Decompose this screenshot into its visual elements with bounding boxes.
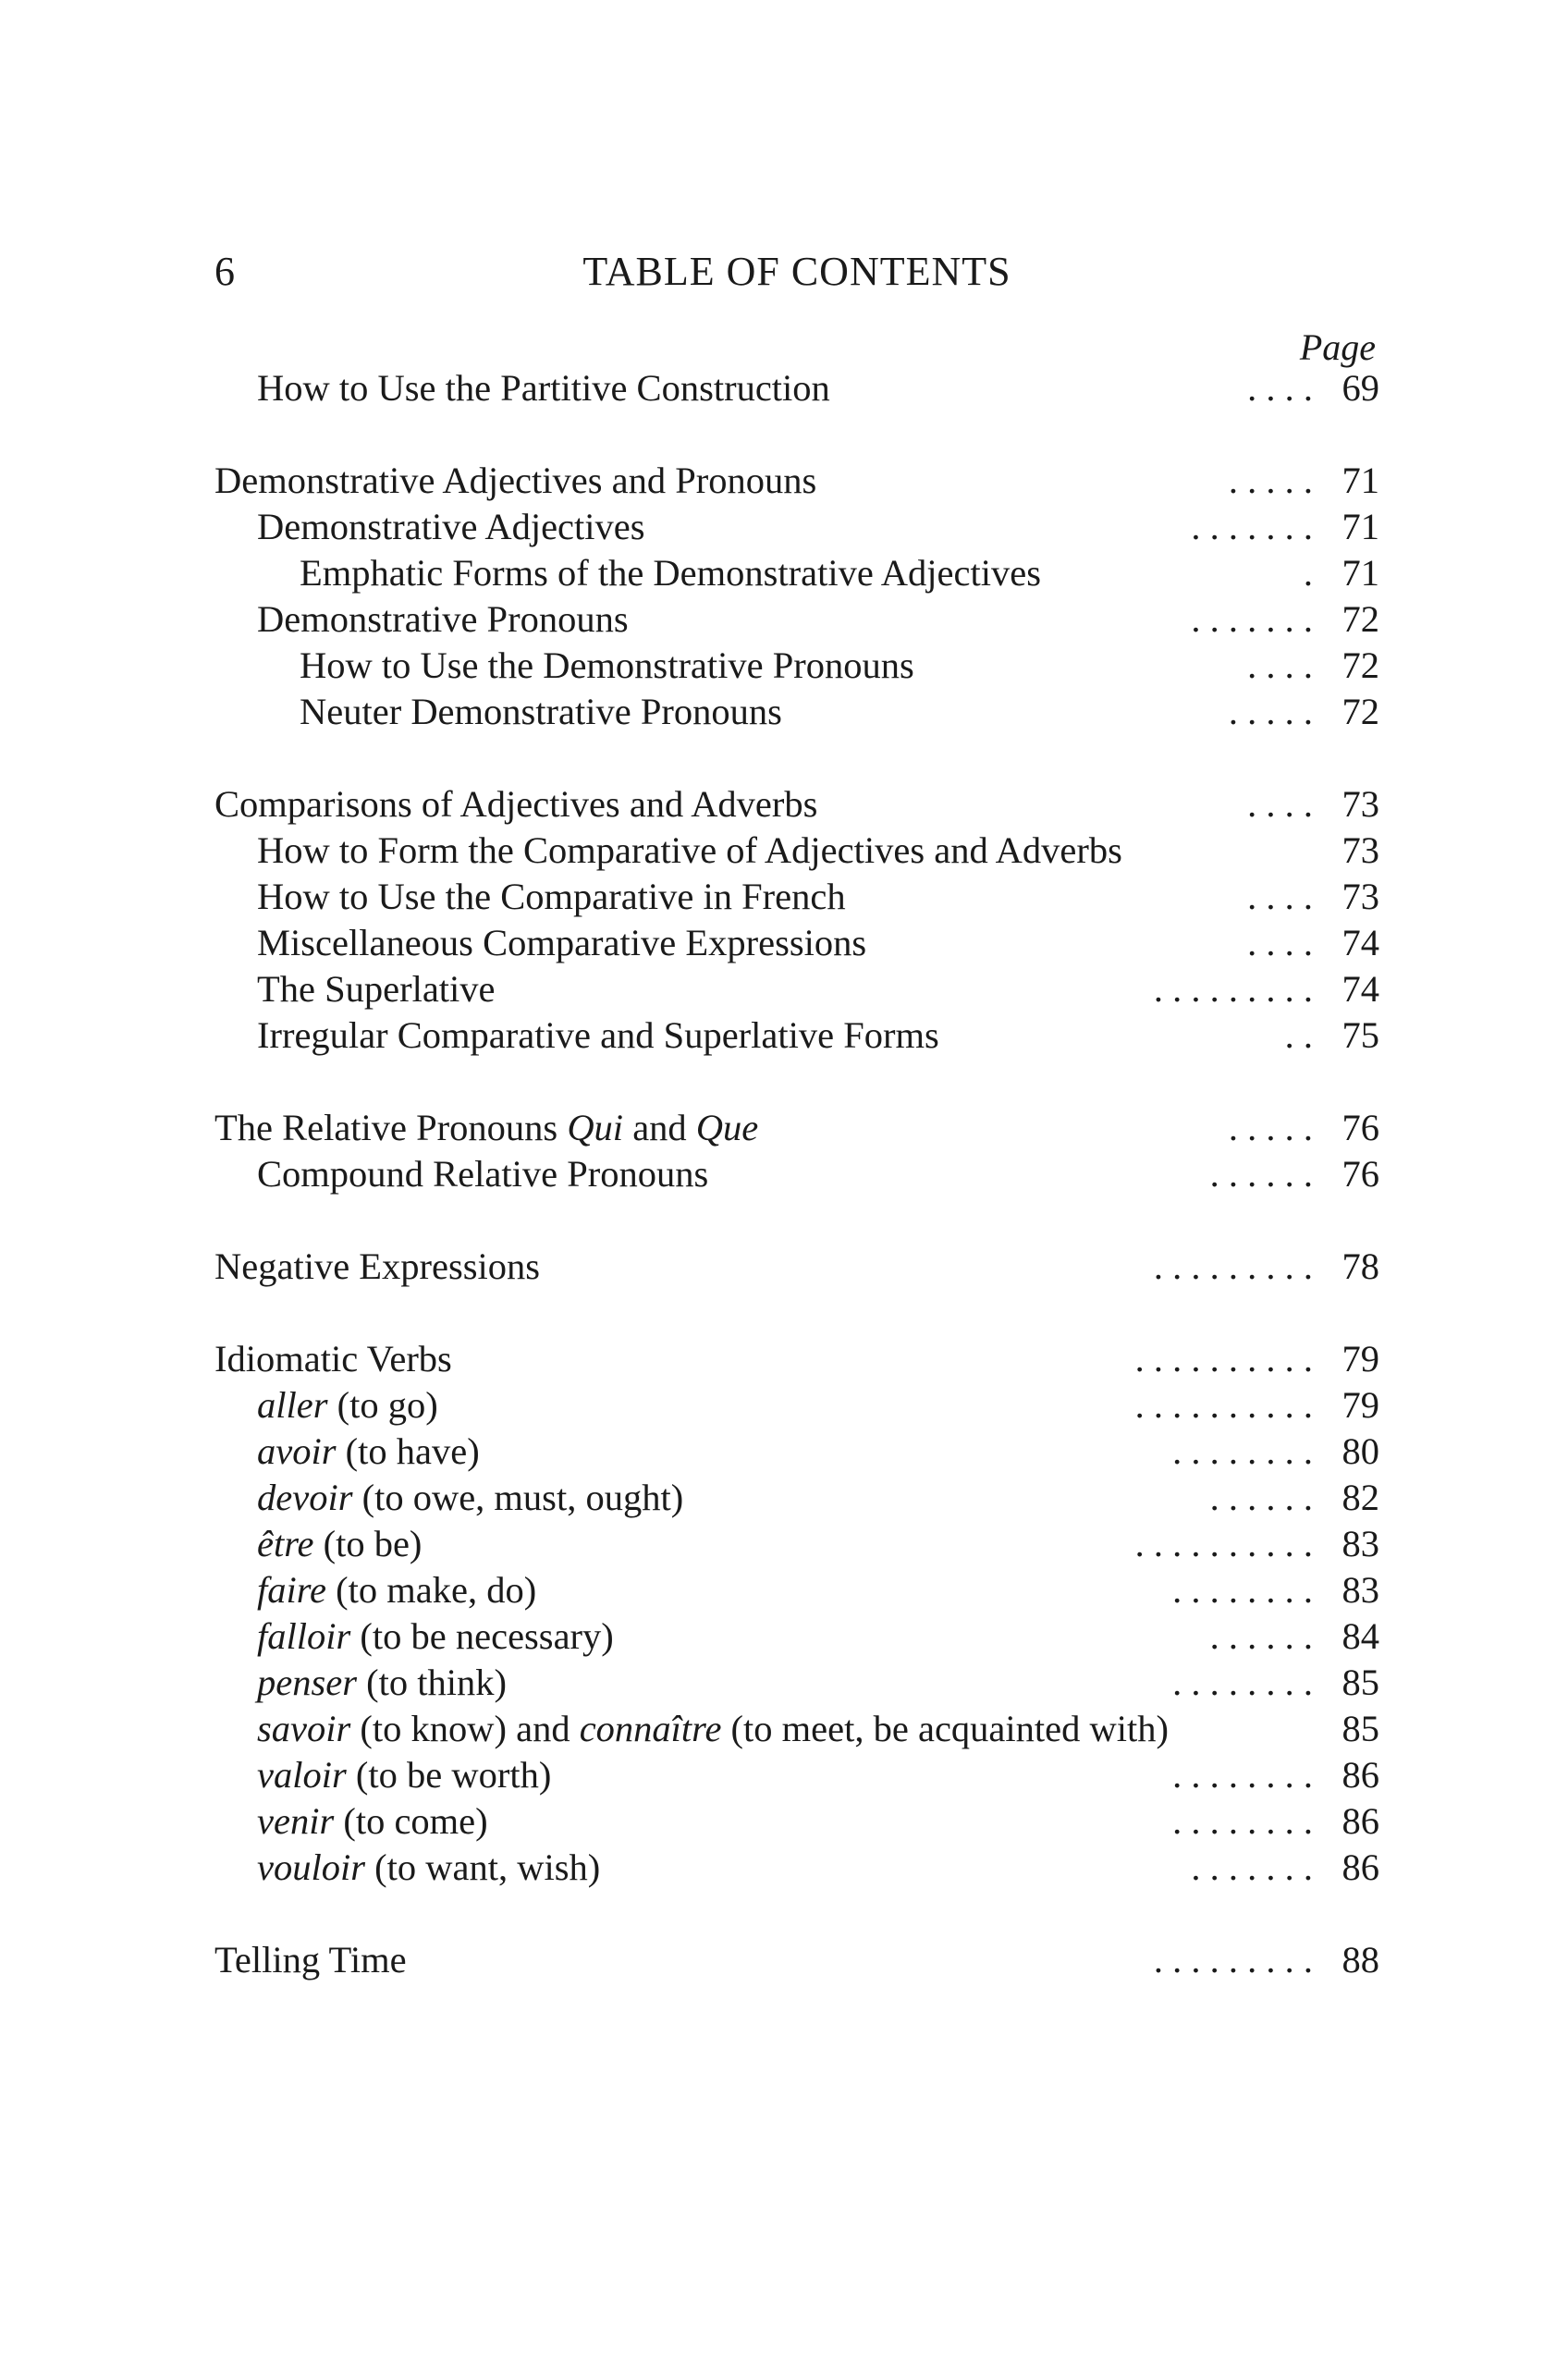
entry-label — [214, 1613, 614, 1660]
verb-gloss: (to meet, be acquainted with) — [730, 1708, 1169, 1749]
leader-dots: . . . . . . — [1209, 1477, 1313, 1518]
entry-page: 79 — [1341, 1384, 1379, 1426]
entry-label: How to Use the Demonstrative Pronouns — [214, 643, 914, 689]
verb-term: être — [257, 1523, 314, 1564]
toc-entry — [214, 1012, 1379, 1059]
entry-page: 78 — [1341, 1245, 1379, 1287]
toc-entry — [214, 1613, 1379, 1660]
entry-page: 71 — [1341, 552, 1379, 594]
entry-label: The Superlative — [214, 966, 496, 1012]
entry-page: 75 — [1341, 1014, 1379, 1056]
entry-label-part: Que — [695, 1107, 759, 1148]
leader-dots: . . . . . — [1228, 1107, 1313, 1148]
entry-page: 72 — [1341, 644, 1379, 686]
toc-entry — [214, 1937, 1379, 1983]
toc-entry — [214, 1244, 1379, 1290]
verb-gloss: (to be necessary) — [360, 1615, 614, 1657]
leader-dots: . . . . . . . — [1191, 598, 1313, 640]
entry-page: 79 — [1341, 1338, 1379, 1380]
entry-label: How to Use the Partitive Construction — [214, 365, 830, 411]
toc-entry — [214, 920, 1379, 966]
toc-entry — [214, 1706, 1379, 1752]
entry-label — [214, 1521, 422, 1567]
entry-label: Telling Time — [214, 1937, 407, 1983]
verb-term: valoir — [257, 1754, 347, 1796]
entry-page: 85 — [1341, 1708, 1379, 1749]
toc-entry — [214, 504, 1379, 550]
entry-page: 76 — [1341, 1153, 1379, 1195]
entry-page: 74 — [1341, 922, 1379, 963]
entry-label — [214, 1382, 438, 1429]
toc-entry — [214, 1752, 1379, 1798]
page-header — [214, 248, 1379, 303]
entry-label: Demonstrative Adjectives and Pronouns — [214, 458, 816, 504]
toc-entry — [214, 966, 1379, 1012]
entry-page: 69 — [1341, 367, 1379, 409]
entry-label-part: Qui — [567, 1107, 624, 1148]
leader-dots: . . . . . . . . . — [1153, 968, 1313, 1010]
verb-term: aller — [257, 1384, 328, 1426]
verb-gloss: (to go) — [337, 1384, 438, 1426]
entry-label: Neuter Demonstrative Pronouns — [214, 689, 782, 735]
entry-label — [214, 1660, 507, 1706]
leader-dots: . . . . — [1247, 876, 1313, 917]
leader-dots: . . . . . . . . . . — [1134, 1523, 1313, 1564]
toc-entry — [214, 365, 1379, 411]
toc-entry — [214, 458, 1379, 504]
leader-dots: . . . . . . . . — [1172, 1754, 1313, 1796]
entry-page: 83 — [1341, 1523, 1379, 1564]
leader-dots: . . . . . . . . — [1172, 1800, 1313, 1842]
entry-page: 71 — [1341, 460, 1379, 501]
toc-entry — [214, 1660, 1379, 1706]
entry-page: 72 — [1341, 691, 1379, 732]
verb-term: savoir — [257, 1708, 351, 1749]
leader-dots: . . . . . . . . . . — [1134, 1338, 1313, 1380]
entry-label — [214, 1752, 551, 1798]
toc-entry — [214, 596, 1379, 643]
entry-page: 84 — [1341, 1615, 1379, 1657]
entry-label: Negative Expressions — [214, 1244, 540, 1290]
toc-entry — [214, 1151, 1379, 1197]
entry-label — [214, 1845, 600, 1891]
entry-page: 74 — [1341, 968, 1379, 1010]
verb-gloss: (to make, do) — [336, 1569, 537, 1611]
entry-label: Demonstrative Pronouns — [214, 596, 629, 643]
leader-dots: . . . . — [1247, 644, 1313, 686]
entry-label — [214, 1706, 1169, 1752]
entry-page: 86 — [1341, 1846, 1379, 1888]
leader-dots: . . . . . . . — [1191, 506, 1313, 547]
entry-label — [214, 1567, 536, 1613]
toc-entry — [214, 689, 1379, 735]
verb-gloss: (to be) — [323, 1523, 423, 1564]
page-column-label: Page — [1299, 326, 1376, 368]
toc-entry — [214, 1475, 1379, 1521]
toc-entry — [214, 1105, 1379, 1151]
verb-gloss: (to come) — [343, 1800, 488, 1842]
entry-page: 71 — [1341, 506, 1379, 547]
verb-term: venir — [257, 1800, 335, 1842]
entry-label — [214, 1429, 480, 1475]
entry-page: 76 — [1341, 1107, 1379, 1148]
entry-label: How to Form the Comparative of Adjectives and Adverbs — [214, 828, 1122, 874]
entry-label: Irregular Comparative and Superlative Forms — [214, 1012, 939, 1059]
leader-dots: . . . . . . — [1209, 1615, 1313, 1657]
entry-page: 73 — [1341, 876, 1379, 917]
entry-label: Demonstrative Adjectives — [214, 504, 645, 550]
verb-term: vouloir — [257, 1846, 365, 1888]
entry-label — [214, 1475, 683, 1521]
toc-entry — [214, 1382, 1379, 1429]
leader-dots: . . . . . . . . — [1172, 1662, 1313, 1703]
leader-dots: . . . . — [1247, 783, 1313, 825]
entry-page: 73 — [1341, 783, 1379, 825]
leader-dots: . . . . . . . . . . — [1134, 1384, 1313, 1426]
entry-page: 80 — [1341, 1430, 1379, 1472]
verb-term: faire — [257, 1569, 326, 1611]
page-number: 6 — [214, 249, 235, 294]
entry-page: 82 — [1341, 1477, 1379, 1518]
leader-dots: . . . . . . — [1209, 1153, 1313, 1195]
toc-entry — [214, 1567, 1379, 1613]
toc-entry — [214, 828, 1379, 874]
verb-gloss: (to know) and — [360, 1708, 570, 1749]
entry-label: Miscellaneous Comparative Expressions — [214, 920, 866, 966]
entry-label — [214, 1105, 758, 1151]
verb-gloss: (to be worth) — [355, 1754, 552, 1796]
toc-entry — [214, 781, 1379, 828]
toc-entry — [214, 1336, 1379, 1382]
page-title: TABLE OF CONTENTS — [582, 249, 1011, 294]
toc-entry — [214, 550, 1379, 596]
verb-term: devoir — [257, 1477, 353, 1518]
toc-entry — [214, 1798, 1379, 1845]
entry-label: Comparisons of Adjectives and Adverbs — [214, 781, 817, 828]
toc-entry — [214, 1845, 1379, 1891]
verb-term: connaître — [579, 1708, 722, 1749]
leader-dots: . . . . . . . . — [1172, 1569, 1313, 1611]
leader-dots: . . . . . . . . . — [1153, 1245, 1313, 1287]
entry-page: 73 — [1341, 829, 1379, 871]
leader-dots: . . . . . . . . — [1172, 1430, 1313, 1472]
leader-dots: . — [1303, 552, 1313, 594]
entry-page: 85 — [1341, 1662, 1379, 1703]
verb-gloss: (to want, wish) — [374, 1846, 601, 1888]
toc-entry — [214, 1429, 1379, 1475]
leader-dots: . . . . . — [1228, 691, 1313, 732]
toc-entry — [214, 874, 1379, 920]
leader-dots: . . . . . . . . . — [1153, 1939, 1313, 1981]
leader-dots: . . — [1284, 1014, 1313, 1056]
leader-dots: . . . . . . . — [1191, 1846, 1313, 1888]
toc-entry — [214, 1521, 1379, 1567]
verb-term: avoir — [257, 1430, 337, 1472]
table-of-contents — [214, 365, 1379, 1983]
entry-page: 83 — [1341, 1569, 1379, 1611]
entry-label-part: The Relative Pronouns — [214, 1107, 568, 1148]
entry-page: 86 — [1341, 1800, 1379, 1842]
leader-dots: . . . . — [1247, 922, 1313, 963]
entry-label — [214, 1798, 488, 1845]
entry-label: How to Use the Comparative in French — [214, 874, 846, 920]
entry-page: 88 — [1341, 1939, 1379, 1981]
verb-gloss: (to think) — [366, 1662, 507, 1703]
entry-label-part: and — [623, 1107, 696, 1148]
verb-gloss: (to owe, must, ought) — [361, 1477, 684, 1518]
verb-gloss: (to have) — [345, 1430, 480, 1472]
verb-term: falloir — [257, 1615, 351, 1657]
entry-label: Idiomatic Verbs — [214, 1336, 452, 1382]
toc-entry — [214, 643, 1379, 689]
entry-label: Emphatic Forms of the Demonstrative Adjectives — [214, 550, 1041, 596]
entry-label: Compound Relative Pronouns — [214, 1151, 708, 1197]
entry-page: 86 — [1341, 1754, 1379, 1796]
verb-term: penser — [257, 1662, 357, 1703]
leader-dots: . . . . — [1247, 367, 1313, 409]
leader-dots: . . . . . — [1228, 460, 1313, 501]
entry-page: 72 — [1341, 598, 1379, 640]
